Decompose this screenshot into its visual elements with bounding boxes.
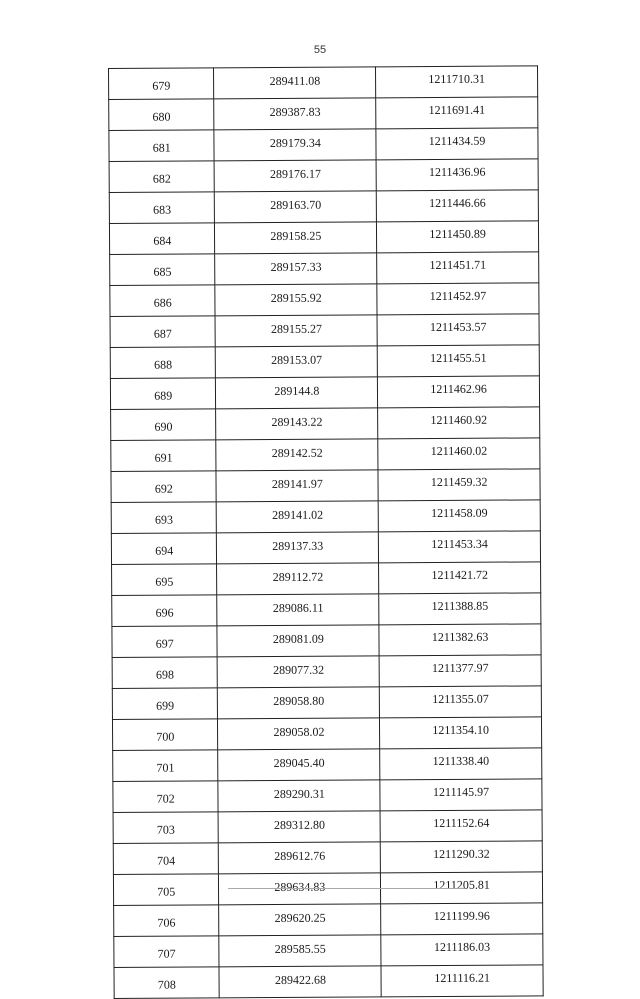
table-row	[110, 376, 539, 410]
point-id-cell: 687	[110, 316, 216, 348]
point-id-cell: 692	[111, 471, 217, 503]
x-coordinate-cell: 289620.25	[219, 904, 381, 936]
y-coordinate-cell: 1211421.72	[379, 562, 541, 594]
table-row	[112, 624, 541, 658]
table-row	[111, 438, 540, 472]
y-coordinate-cell: 1211455.51	[377, 345, 539, 377]
table-row	[109, 190, 538, 224]
x-coordinate-cell: 289155.27	[216, 315, 378, 347]
point-id-cell: 694	[111, 533, 217, 565]
table-row	[112, 717, 541, 751]
point-id-cell: 688	[110, 347, 216, 379]
table-row	[112, 562, 541, 596]
point-id-cell: 686	[110, 285, 216, 317]
x-coordinate-cell: 289045.40	[218, 749, 380, 781]
x-coordinate-cell: 289081.09	[217, 625, 379, 657]
y-coordinate-cell: 1211691.41	[376, 97, 538, 129]
table-row	[111, 469, 540, 503]
footer-divider	[228, 888, 464, 889]
x-coordinate-cell: 289312.80	[219, 811, 381, 843]
table-row	[113, 779, 542, 813]
y-coordinate-cell: 1211436.96	[376, 159, 538, 191]
table-row	[109, 128, 538, 162]
point-id-cell: 704	[113, 843, 219, 875]
table-row	[111, 531, 540, 565]
x-coordinate-cell: 289153.07	[216, 346, 378, 378]
table-row	[110, 252, 539, 286]
point-id-cell: 708	[114, 967, 220, 999]
x-coordinate-cell: 289086.11	[217, 594, 379, 626]
table-row	[109, 97, 538, 131]
point-id-cell: 700	[112, 719, 218, 751]
point-id-cell: 705	[113, 874, 219, 906]
y-coordinate-cell: 1211460.92	[378, 407, 540, 439]
y-coordinate-cell: 1211338.40	[380, 748, 542, 780]
x-coordinate-cell: 289058.02	[218, 718, 380, 750]
point-id-cell: 679	[109, 68, 215, 100]
y-coordinate-cell: 1211290.32	[380, 841, 542, 873]
table-row	[112, 655, 541, 689]
point-id-cell: 693	[111, 502, 217, 534]
coordinate-table-body	[109, 66, 544, 999]
x-coordinate-cell: 289157.33	[215, 253, 377, 285]
y-coordinate-cell: 1211152.64	[380, 810, 542, 842]
x-coordinate-cell: 289176.17	[215, 160, 377, 192]
y-coordinate-cell: 1211451.71	[377, 252, 539, 284]
x-coordinate-cell: 289585.55	[219, 935, 381, 967]
x-coordinate-cell: 289141.97	[216, 470, 378, 502]
y-coordinate-cell: 1211388.85	[379, 593, 541, 625]
y-coordinate-cell: 1211450.89	[377, 221, 539, 253]
x-coordinate-cell: 289058.80	[218, 687, 380, 719]
y-coordinate-cell: 1211459.32	[378, 469, 540, 501]
table-row	[113, 748, 542, 782]
table-row	[110, 314, 539, 348]
x-coordinate-cell: 289179.34	[214, 129, 376, 161]
y-coordinate-cell: 1211145.97	[380, 779, 542, 811]
point-id-cell: 684	[109, 223, 215, 255]
y-coordinate-cell: 1211458.09	[378, 500, 540, 532]
y-coordinate-cell: 1211462.96	[378, 376, 540, 408]
y-coordinate-cell: 1211355.07	[380, 686, 542, 718]
table-row	[110, 283, 539, 317]
x-coordinate-cell: 289144.8	[216, 377, 378, 409]
y-coordinate-cell: 1211382.63	[379, 624, 541, 656]
table-row	[112, 593, 541, 627]
x-coordinate-cell: 289141.02	[217, 501, 379, 533]
point-id-cell: 701	[113, 750, 219, 782]
y-coordinate-cell: 1211116.21	[381, 965, 543, 997]
x-coordinate-cell: 289155.92	[215, 284, 377, 316]
table-row	[109, 221, 538, 255]
point-id-cell: 699	[112, 688, 218, 720]
point-id-cell: 706	[114, 905, 220, 937]
y-coordinate-cell: 1211446.66	[376, 190, 538, 222]
x-coordinate-cell: 289142.52	[216, 439, 378, 471]
table-row	[113, 810, 542, 844]
table-row	[109, 66, 538, 100]
y-coordinate-cell: 1211453.57	[377, 314, 539, 346]
y-coordinate-cell: 1211452.97	[377, 283, 539, 315]
y-coordinate-cell: 1211354.10	[380, 717, 542, 749]
point-id-cell: 695	[112, 564, 218, 596]
point-id-cell: 707	[114, 936, 220, 968]
x-coordinate-cell: 289387.83	[214, 98, 376, 130]
point-id-cell: 691	[111, 440, 217, 472]
y-coordinate-cell: 1211186.03	[381, 934, 543, 966]
point-id-cell: 683	[109, 192, 215, 224]
point-id-cell: 690	[111, 409, 217, 441]
x-coordinate-cell: 289612.76	[219, 842, 381, 874]
table-row	[111, 500, 540, 534]
point-id-cell: 698	[112, 657, 218, 689]
y-coordinate-cell: 1211205.81	[381, 872, 543, 904]
coordinate-table	[108, 65, 544, 999]
table-row	[111, 407, 540, 441]
table-row	[114, 965, 543, 999]
x-coordinate-cell: 289411.08	[214, 67, 376, 99]
table-row	[112, 686, 541, 720]
x-coordinate-cell: 289290.31	[218, 780, 380, 812]
table-row	[113, 841, 542, 875]
point-id-cell: 685	[110, 254, 216, 286]
table-row	[114, 903, 543, 937]
point-id-cell: 697	[112, 626, 218, 658]
x-coordinate-cell: 289112.72	[217, 563, 379, 595]
point-id-cell: 689	[110, 378, 216, 410]
x-coordinate-cell: 289143.22	[216, 408, 378, 440]
y-coordinate-cell: 1211460.02	[378, 438, 540, 470]
table-row	[114, 934, 543, 968]
point-id-cell: 702	[113, 781, 219, 813]
point-id-cell: 681	[109, 130, 215, 162]
x-coordinate-cell: 289422.68	[219, 966, 381, 998]
point-id-cell: 682	[109, 161, 215, 193]
point-id-cell: 703	[113, 812, 219, 844]
x-coordinate-cell: 289158.25	[215, 222, 377, 254]
point-id-cell: 696	[112, 595, 218, 627]
table-row	[109, 159, 538, 193]
y-coordinate-cell: 1211434.59	[376, 128, 538, 160]
y-coordinate-cell: 1211377.97	[379, 655, 541, 687]
table-row	[110, 345, 539, 379]
point-id-cell: 680	[109, 99, 215, 131]
y-coordinate-cell: 1211710.31	[376, 66, 538, 98]
page-number: 55	[313, 44, 327, 56]
x-coordinate-cell: 289077.32	[218, 656, 380, 688]
x-coordinate-cell: 289137.33	[217, 532, 379, 564]
y-coordinate-cell: 1211199.96	[381, 903, 543, 935]
y-coordinate-cell: 1211453.34	[379, 531, 541, 563]
x-coordinate-cell: 289634.83	[219, 873, 381, 905]
x-coordinate-cell: 289163.70	[215, 191, 377, 223]
